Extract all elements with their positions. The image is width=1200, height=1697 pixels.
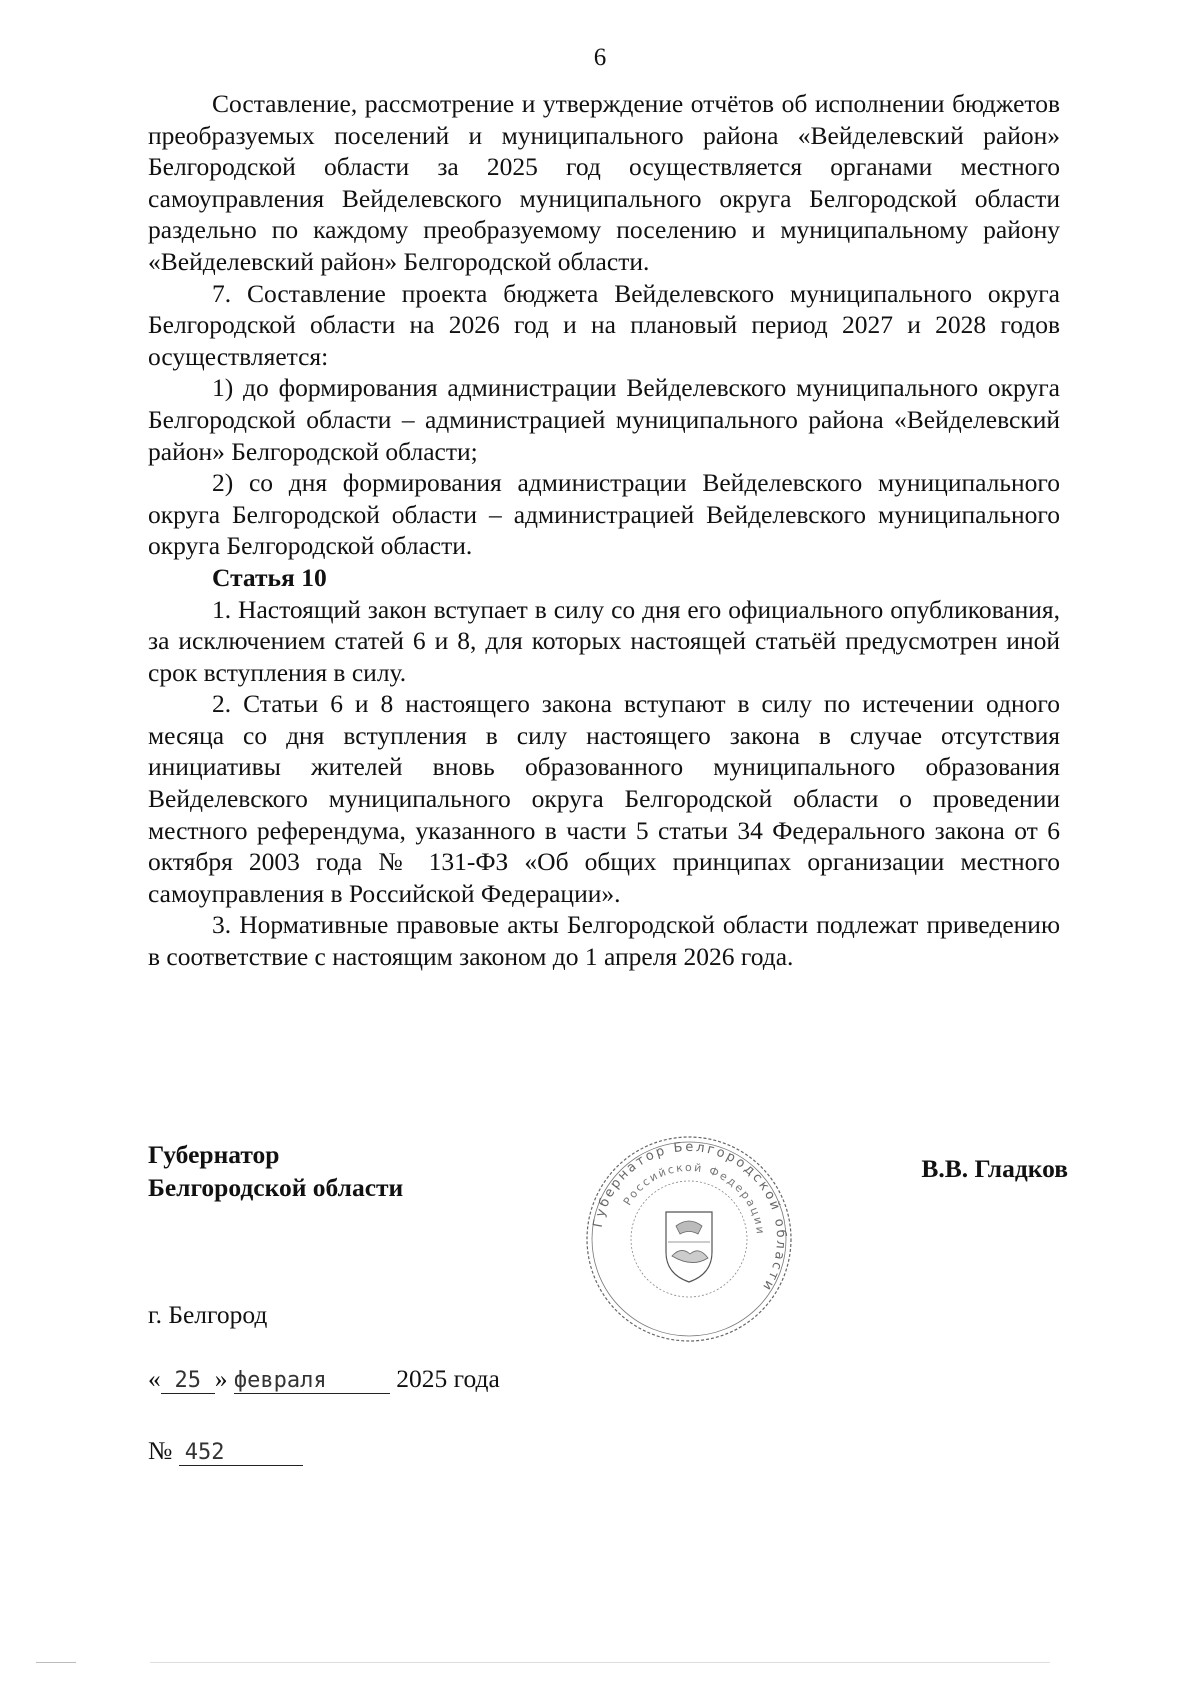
signatory-title-line2: Белгородской области: [148, 1173, 404, 1202]
signatory-title: [148, 1138, 403, 1204]
signatory-title-line1: Губернатор: [148, 1140, 280, 1169]
article-heading: Статья 10: [212, 562, 327, 592]
date-open-quote: «: [148, 1364, 161, 1393]
document-number: 452: [179, 1440, 303, 1466]
date-year: 2025 года: [396, 1364, 500, 1393]
date-day: 25: [161, 1368, 215, 1394]
number-sign: №: [148, 1436, 173, 1465]
official-seal-icon: [584, 1134, 794, 1344]
paragraph-budget-draft: 7. Составление проекта бюджета Вейделевского муниципального округа Белгородской области на 2026 год и на плановый период 2027 и 2028 годов осуществляется:: [148, 278, 1060, 371]
scan-artifact-line: [150, 1662, 1050, 1663]
date-line: [148, 1364, 500, 1394]
paragraph-item-1: 1) до формирования администрации Вейделевского муниципального округа Белгородской области – администрацией муниципального района «Вейделевский район» Белгородской области;: [148, 373, 1060, 466]
signatory-name: В.В. Гладков: [921, 1154, 1068, 1183]
document-number-line: [148, 1436, 303, 1466]
scan-artifact-line: [36, 1662, 76, 1663]
document-body: [148, 88, 1060, 973]
paragraph-article-10-3: 3. Нормативные правовые акты Белгородской области подлежат приведению в соответствие с настоящим законом до 1 апреля 2026 года.: [148, 910, 1060, 972]
date-month: февраля: [234, 1368, 390, 1394]
date-close-quote: »: [214, 1364, 228, 1393]
seal-inner-text: Российской Федерации: [620, 1160, 768, 1237]
page-number: 6: [593, 44, 607, 71]
paragraph-report-approval: Составление, рассмотрение и утверждение отчётов об исполнении бюджетов преобразуемых поселений и муниципального района «Вейделевский район» Белгородской области за 2025 год осуществляется органами местного самоуправления Вейделевского муниципального округа Белгородской области раздельно по каждому преобразуемому поселению и муниципальному району «Вейделевский район» Белгородской области.: [148, 89, 1060, 276]
paragraph-item-2: 2) со дня формирования администрации Вейделевского муниципального округа Белгородской области – администрацией Вейделевского муниципального округа Белгородской области.: [148, 468, 1060, 561]
city-line: г. Белгород: [148, 1300, 268, 1329]
paragraph-article-10-1: 1. Настоящий закон вступает в силу со дня его официального опубликования, за исключением статей 6 и 8, для которых настоящей статьёй предусмотрен иной срок вступления в силу.: [148, 594, 1060, 687]
paragraph-article-10-2: 2. Статьи 6 и 8 настоящего закона вступают в силу по истечении одного месяца со дня вступления в силу настоящего закона в случае отсутствия инициативы жителей вновь образованного муниципального образования Вейделевского муниципального округа Белгородской области о проведении местного референдума, указанного в части 5 статьи 34 Федерального закона от 6 октября 2003 года № 131-ФЗ «Об общих принципах организации местного самоуправления в Российской Федерации».: [148, 689, 1060, 908]
seal-outer-text: Губернатор Белгородской области: [590, 1139, 789, 1295]
